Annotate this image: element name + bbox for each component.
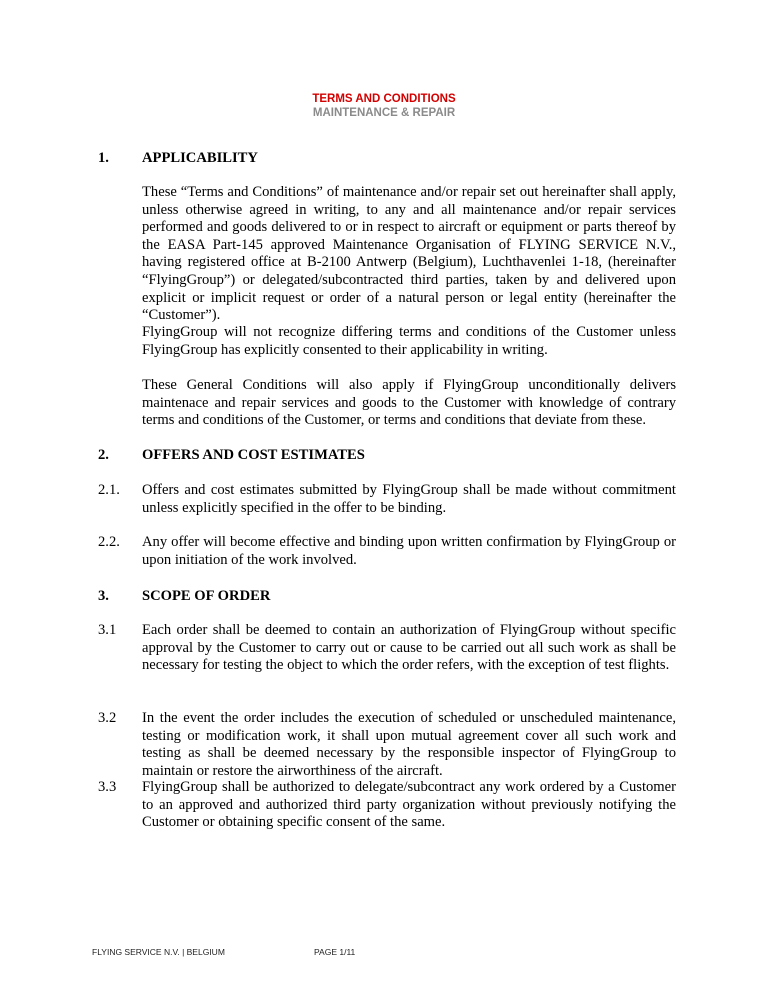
document-header xyxy=(0,92,768,120)
section-number: 1. xyxy=(98,150,109,166)
clause-text: Any offer will become effective and binding upon written confirmation by FlyingGroup or upon initiation of the work involved. xyxy=(142,534,676,568)
footer-company: FLYING SERVICE N.V. | BELGIUM xyxy=(92,947,225,957)
clause-2-1 xyxy=(142,482,676,517)
clause-text: FlyingGroup shall be authorized to delegate/subcontract any work ordered by a Customer to an approved and authorized third party organization without previously notifying the Customer or obtaining specific consent of the same. xyxy=(142,779,676,831)
footer-page-number: PAGE 1/11 xyxy=(314,947,356,957)
clause-3-3 xyxy=(142,779,676,832)
paragraph-text: FlyingGroup will not recognize differing terms and conditions of the Customer unless FlyingGroup has explicitly consented to their applicability in writing. xyxy=(142,324,676,358)
clause-number-text: 3.2 xyxy=(98,710,117,726)
clause-number-text: 2.2. xyxy=(98,534,120,550)
clause-text: Offers and cost estimates submitted by FlyingGroup shall be made without commitment unless explicitly specified in the offer to be binding. xyxy=(142,482,676,516)
document-title: TERMS AND CONDITIONS xyxy=(312,93,456,105)
clause-3-2 xyxy=(142,710,676,780)
clause-text: Each order shall be deemed to contain an authorization of FlyingGroup without specific approval by the Customer to carry out or cause to be carried out all such work as shall be necessary for testing the object to which the order refers, with the exception of test flights. xyxy=(142,622,676,674)
clause-text: In the event the order includes the execution of scheduled or unscheduled maintenance, testing or modification work, it shall upon mutual agreement cover all such work and testing as shall be deemed necessary by the responsible inspector of FlyingGroup to maintain or restore the airworthiness of the aircraft. xyxy=(142,710,676,779)
section-title: APPLICABILITY xyxy=(142,150,258,166)
section-title: SCOPE OF ORDER xyxy=(142,588,271,604)
clause-number-text: 3.3 xyxy=(98,779,117,795)
section-number: 3. xyxy=(98,588,109,604)
clause-number-text: 2.1. xyxy=(98,482,120,498)
section-title: OFFERS AND COST ESTIMATES xyxy=(142,447,365,463)
section-1-paragraph-3 xyxy=(142,377,676,430)
clause-3-1 xyxy=(142,622,676,675)
paragraph-text: These General Conditions will also apply if FlyingGroup unconditionally delivers maintenace and repair services and goods to the Customer with knowledge of contrary terms and conditions of the Customer, or terms and conditions that deviate from these. xyxy=(142,377,676,429)
section-1-paragraph-2 xyxy=(142,324,676,359)
paragraph-text: These “Terms and Conditions” of maintenance and/or repair set out hereinafter shall apply, unless otherwise agreed in writing, to any and all maintenance and/or repair services performed and goods delivered to or in respect to aircraft or equipment or parts thereof by the EASA Part-145 approved Maintenance Organisation of FLYING SERVICE N.V., having registered office at B-2100 Antwerp (Belgium), Luchthavenlei 1-18, (hereinafter “FlyingGroup”) or delegated/subcontracted third parties, taken by and delivered upon explicit or implicit request or order of a natural person or legal entity (hereinafter the “Customer”). xyxy=(142,184,676,324)
section-number: 2. xyxy=(98,447,109,463)
document-subtitle: MAINTENANCE & REPAIR xyxy=(312,107,456,119)
clause-number-text: 3.1 xyxy=(98,622,117,638)
section-1-paragraph-1 xyxy=(142,184,676,325)
clause-2-2 xyxy=(142,534,676,569)
